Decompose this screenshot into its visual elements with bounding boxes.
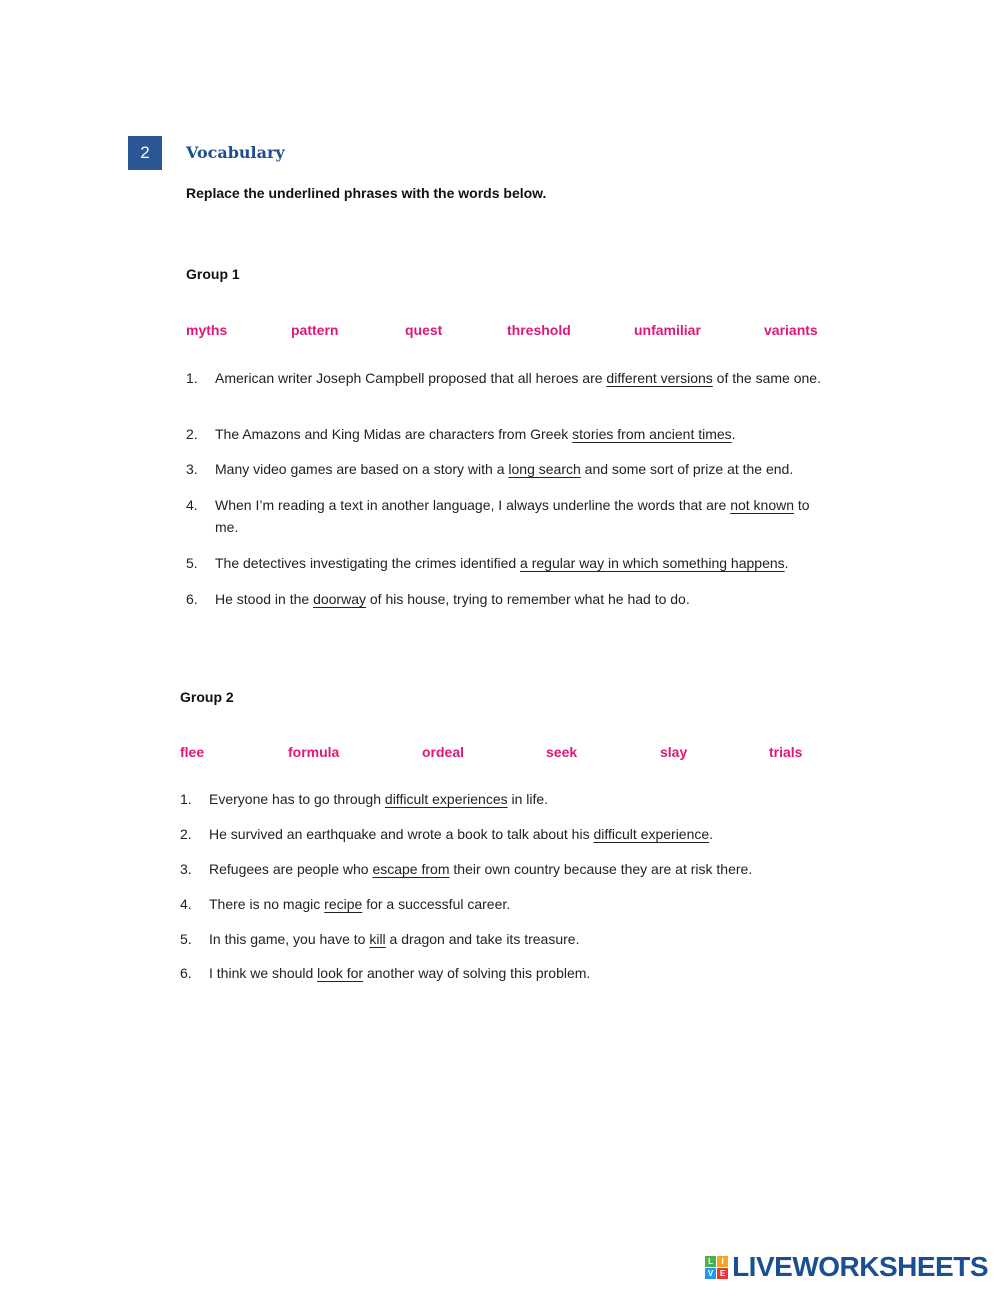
word-bank-word: quest bbox=[405, 322, 443, 338]
section-title: Vocabulary bbox=[186, 143, 285, 162]
group-2-item bbox=[180, 788, 830, 810]
item-text: American writer Joseph Campbell proposed that all heroes are bbox=[215, 370, 607, 386]
word-bank-word: formula bbox=[288, 744, 340, 760]
group-1-item bbox=[186, 552, 831, 574]
word-bank-word: threshold bbox=[507, 322, 571, 338]
section-number-badge: 2 bbox=[128, 136, 162, 170]
group-2-item bbox=[180, 928, 830, 950]
group-1-item bbox=[186, 423, 831, 445]
underlined-phrase: a regular way in which something happens bbox=[520, 555, 785, 571]
instructions: Replace the underlined phrases with the words below. bbox=[186, 185, 547, 201]
item-number: 5. bbox=[180, 931, 192, 947]
group-2-word-bank bbox=[180, 744, 820, 764]
item-text: their own country because they are at risk there. bbox=[449, 861, 753, 877]
logo-mark-letter: I bbox=[717, 1256, 728, 1267]
underlined-phrase: difficult experiences bbox=[384, 791, 508, 807]
word-bank-word: pattern bbox=[291, 322, 339, 338]
underlined-phrase: kill bbox=[369, 931, 386, 947]
word-bank-word: seek bbox=[546, 744, 578, 760]
item-number: 5. bbox=[186, 555, 198, 571]
logo-mark-letter: V bbox=[705, 1268, 716, 1279]
underlined-phrase: doorway bbox=[313, 591, 366, 607]
item-text: In this game, you have to bbox=[209, 931, 370, 947]
item-text: to me. bbox=[215, 497, 810, 535]
liveworksheets-logo bbox=[705, 1252, 988, 1282]
item-number: 2. bbox=[180, 826, 192, 842]
item-number: 1. bbox=[180, 791, 192, 807]
logo-text: LIVEWORKSHEETS bbox=[732, 1251, 988, 1282]
group-1-item bbox=[186, 494, 831, 538]
underlined-phrase: not known bbox=[730, 497, 795, 513]
item-text: The detectives investigating the crimes identified bbox=[215, 555, 521, 571]
item-text: He survived an earthquake and wrote a book to talk about his bbox=[209, 826, 594, 842]
underlined-phrase: stories from ancient times bbox=[572, 426, 732, 442]
underlined-phrase: escape from bbox=[372, 861, 450, 877]
logo-mark-letter: E bbox=[717, 1268, 728, 1279]
group-1-title: Group 1 bbox=[186, 266, 240, 282]
underlined-phrase: difficult experience bbox=[593, 826, 710, 842]
group-2-item bbox=[180, 823, 830, 845]
logo-mark-letter: L bbox=[705, 1256, 716, 1267]
item-text: of his house, trying to remember what he had to do. bbox=[365, 591, 690, 607]
group-1-item bbox=[186, 588, 831, 610]
item-number: 6. bbox=[186, 591, 198, 607]
item-text: There is no magic bbox=[209, 896, 325, 912]
word-bank-word: ordeal bbox=[422, 744, 465, 760]
item-text: . bbox=[784, 555, 789, 571]
item-number: 6. bbox=[180, 965, 192, 981]
word-bank-word: flee bbox=[180, 744, 205, 760]
item-text: Refugees are people who bbox=[209, 861, 373, 877]
item-text: for a successful career. bbox=[362, 896, 511, 912]
item-number: 3. bbox=[186, 461, 198, 477]
item-text: of the same one. bbox=[712, 370, 821, 386]
underlined-phrase: long search bbox=[508, 461, 581, 477]
underlined-phrase: different versions bbox=[606, 370, 713, 386]
word-bank-word: slay bbox=[660, 744, 688, 760]
group-1-item bbox=[186, 458, 831, 480]
item-number: 4. bbox=[180, 896, 192, 912]
item-text: When I’m reading a text in another language, I always underline the words that are bbox=[215, 497, 731, 513]
group-2-title: Group 2 bbox=[180, 689, 234, 705]
underlined-phrase: recipe bbox=[324, 896, 363, 912]
item-text: another way of solving this problem. bbox=[363, 965, 591, 981]
item-number: 1. bbox=[186, 370, 198, 386]
group-1-word-bank bbox=[186, 322, 826, 342]
item-text: . bbox=[709, 826, 714, 842]
underlined-phrase: look for bbox=[317, 965, 364, 981]
item-number: 2. bbox=[186, 426, 198, 442]
item-text: Many video games are based on a story with a bbox=[215, 461, 509, 477]
word-bank-word: myths bbox=[186, 322, 228, 338]
item-text: and some sort of prize at the end. bbox=[580, 461, 794, 477]
logo-mark-icon bbox=[705, 1256, 728, 1279]
group-2-item bbox=[180, 858, 830, 880]
word-bank-word: variants bbox=[764, 322, 818, 338]
item-text: in life. bbox=[507, 791, 549, 807]
group-1-item bbox=[186, 367, 831, 389]
item-text: I think we should bbox=[209, 965, 318, 981]
item-text: a dragon and take its treasure. bbox=[385, 931, 580, 947]
word-bank-word: trials bbox=[769, 744, 803, 760]
item-text: Everyone has to go through bbox=[209, 791, 385, 807]
item-text: He stood in the bbox=[215, 591, 314, 607]
item-number: 3. bbox=[180, 861, 192, 877]
item-text: . bbox=[731, 426, 736, 442]
group-2-item bbox=[180, 962, 830, 984]
item-number: 4. bbox=[186, 497, 198, 513]
word-bank-word: unfamiliar bbox=[634, 322, 701, 338]
item-text: The Amazons and King Midas are characters from Greek bbox=[215, 426, 573, 442]
group-2-item bbox=[180, 893, 830, 915]
